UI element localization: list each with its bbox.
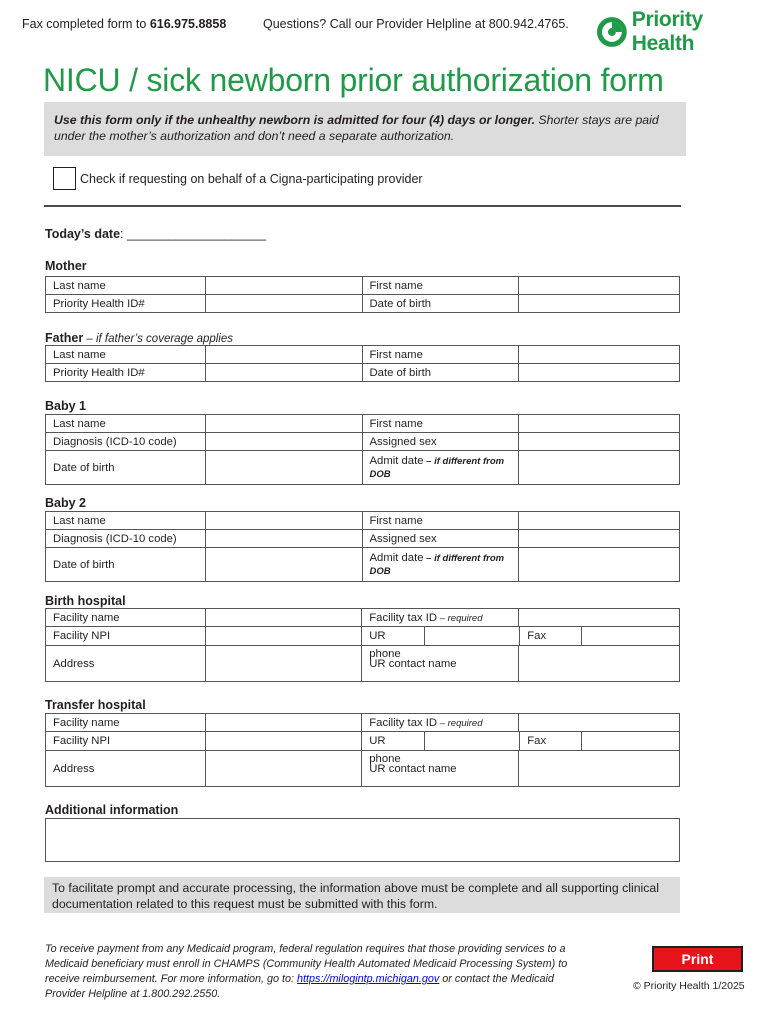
father-heading-text: Father: [45, 331, 84, 345]
birth-hospital-table: [45, 608, 680, 682]
additional-info-textarea[interactable]: [45, 818, 680, 862]
transfer-ur-phone-label: UR phone: [362, 732, 425, 750]
fax-number: 616.975.8858: [149, 17, 227, 31]
baby2-admit-qualifier-2: DOB: [369, 565, 391, 577]
mother-heading: Mother: [45, 259, 87, 273]
baby2-diagnosis-label: Diagnosis (ICD-10 code): [46, 530, 206, 548]
birth-fax-label: Fax: [520, 627, 582, 645]
father-dob-label: Date of birth: [362, 364, 519, 382]
copyright: © Priority Health 1/2025: [633, 980, 745, 992]
footer-tail: or contact the Medicaid Provider Helpline at 1.800.292.2550.: [45, 973, 554, 1000]
logo-mark-icon: [596, 16, 628, 48]
notice-bold: Use this form only if the unhealthy newborn is admitted for four (4) days or longer.: [54, 113, 535, 127]
cigna-checkbox-row[interactable]: [53, 167, 423, 190]
header: [0, 0, 770, 55]
transfer-tax-id-input[interactable]: [519, 714, 680, 732]
father-ph-id-input[interactable]: [205, 364, 362, 382]
transfer-address-input[interactable]: [205, 751, 362, 787]
baby2-diagnosis-input[interactable]: [205, 530, 362, 548]
fax-instruction: [22, 17, 226, 31]
baby1-admit-qualifier-2: DOB: [369, 468, 391, 480]
baby2-dob-input[interactable]: [205, 548, 362, 582]
todays-date-label: Today’s date: [45, 227, 121, 241]
baby1-last-name-label: Last name: [46, 415, 206, 433]
baby1-dob-label: Date of birth: [46, 451, 206, 485]
baby2-sex-label: Assigned sex: [362, 530, 519, 548]
cigna-checkbox[interactable]: [53, 167, 76, 190]
birth-tax-id-text: Facility tax ID: [369, 611, 438, 624]
additional-info-heading: Additional information: [45, 803, 179, 817]
transfer-npi-input[interactable]: [205, 732, 362, 751]
baby2-last-name-label: Last name: [46, 512, 206, 530]
birth-address-input[interactable]: [205, 646, 362, 682]
baby1-admit-label: [362, 451, 519, 485]
baby2-sex-input[interactable]: [519, 530, 680, 548]
transfer-ur-contact-input[interactable]: [519, 751, 680, 787]
processing-note: To facilitate prompt and accurate processing, the information above must be complete and all supporting clinical documentation related to this request must be submitted with this form.: [44, 877, 680, 913]
mother-table: [45, 276, 680, 313]
transfer-address-label: Address: [46, 751, 206, 787]
footer-text: To receive payment from any Medicaid program, federal regulation requires that those providing services to a Medicaid beneficiary must enroll in CHAMPS (Community Health Automated Medicaid Processing System) to receive reimbursement. For more information, go to:: [45, 943, 568, 985]
transfer-tax-id-text: Facility tax ID: [369, 716, 438, 729]
father-first-name-label: First name: [362, 346, 519, 364]
helpline-text: Questions? Call our Provider Helpline at 800.942.4765.: [263, 17, 569, 31]
birth-ur-contact-input[interactable]: [519, 646, 680, 682]
baby1-admit-input[interactable]: [519, 451, 680, 485]
father-table: [45, 345, 680, 382]
mother-last-name-input[interactable]: [205, 277, 362, 295]
birth-ur-contact-label: UR contact name: [362, 646, 519, 682]
transfer-facility-name-label: Facility name: [46, 714, 206, 732]
birth-tax-id-input[interactable]: [519, 609, 680, 627]
print-button[interactable]: Print: [652, 946, 743, 972]
birth-tax-id-label: [362, 609, 519, 627]
birth-facility-name-label: Facility name: [46, 609, 206, 627]
birth-npi-label: Facility NPI: [46, 627, 206, 646]
notice-rest: Shorter stays are paid under the mother’s authorization and don’t need a separate authorization.: [54, 113, 659, 143]
birth-npi-input[interactable]: [205, 627, 362, 646]
medicaid-footer: [45, 942, 585, 1002]
transfer-npi-label: Facility NPI: [46, 732, 206, 751]
mother-first-name-label: First name: [362, 277, 519, 295]
transfer-tax-id-label: [362, 714, 519, 732]
mother-last-name-label: Last name: [46, 277, 206, 295]
mother-dob-input[interactable]: [519, 295, 680, 313]
transfer-ur-phone-input[interactable]: [425, 732, 520, 750]
transfer-facility-name-input[interactable]: [205, 714, 362, 732]
baby2-first-name-input[interactable]: [519, 512, 680, 530]
baby2-admit-input[interactable]: [519, 548, 680, 582]
transfer-phone-fax-cell: [362, 732, 680, 765]
father-dob-input[interactable]: [519, 364, 680, 382]
baby1-dob-input[interactable]: [205, 451, 362, 485]
usage-notice: [44, 102, 686, 156]
champs-link[interactable]: https://milogintp.michigan.gov: [297, 973, 440, 985]
divider: [44, 205, 681, 207]
baby1-sex-label: Assigned sex: [362, 433, 519, 451]
baby1-diagnosis-input[interactable]: [205, 433, 362, 451]
logo-text: Priority Health: [631, 8, 703, 55]
birth-fax-input[interactable]: [582, 627, 679, 645]
father-ph-id-label: Priority Health ID#: [46, 364, 206, 382]
baby2-last-name-input[interactable]: [205, 512, 362, 530]
mother-ph-id-label: Priority Health ID#: [46, 295, 206, 313]
baby2-admit-text: Admit date: [369, 551, 424, 564]
baby1-first-name-label: First name: [362, 415, 519, 433]
baby1-last-name-input[interactable]: [205, 415, 362, 433]
mother-ph-id-input[interactable]: [205, 295, 362, 313]
birth-ur-phone-input[interactable]: [425, 627, 520, 645]
todays-date-field[interactable]: [45, 227, 266, 241]
transfer-fax-input[interactable]: [582, 732, 679, 750]
birth-facility-name-input[interactable]: [205, 609, 362, 627]
baby1-heading: Baby 1: [45, 399, 86, 413]
father-first-name-input[interactable]: [519, 346, 680, 364]
mother-first-name-input[interactable]: [519, 277, 680, 295]
baby2-first-name-label: First name: [362, 512, 519, 530]
baby1-sex-input[interactable]: [519, 433, 680, 451]
baby1-admit-qualifier: – if different from: [423, 455, 505, 467]
father-heading: [45, 331, 233, 345]
father-last-name-input[interactable]: [205, 346, 362, 364]
birth-phone-fax-cell: [362, 627, 680, 660]
father-qualifier: – if father’s coverage applies: [83, 333, 234, 345]
baby1-admit-text: Admit date: [369, 454, 424, 467]
fax-prefix: Fax completed form to: [22, 17, 150, 31]
baby2-admit-label: [362, 548, 519, 582]
transfer-ur-contact-label: UR contact name: [362, 751, 519, 787]
baby2-heading: Baby 2: [45, 496, 86, 510]
transfer-tax-id-required: – required: [437, 717, 483, 729]
cigna-checkbox-label: Check if requesting on behalf of a Cigna-participating provider: [80, 171, 423, 186]
mother-dob-label: Date of birth: [362, 295, 519, 313]
birth-ur-phone-label: UR phone: [362, 627, 425, 645]
birth-tax-id-required: – required: [437, 612, 483, 624]
page-title: NICU / sick newborn prior authorization form: [43, 62, 664, 98]
baby1-first-name-input[interactable]: [519, 415, 680, 433]
baby2-admit-qualifier: – if different from: [423, 552, 505, 564]
birth-address-label: Address: [46, 646, 206, 682]
transfer-hospital-table: [45, 713, 680, 787]
baby1-diagnosis-label: Diagnosis (ICD-10 code): [46, 433, 206, 451]
baby2-dob-label: Date of birth: [46, 548, 206, 582]
priority-health-logo: [596, 8, 770, 56]
transfer-hospital-heading: Transfer hospital: [45, 698, 146, 712]
father-last-name-label: Last name: [46, 346, 206, 364]
transfer-fax-label: Fax: [520, 732, 582, 750]
baby1-table: [45, 414, 680, 485]
baby2-table: [45, 511, 680, 582]
birth-hospital-heading: Birth hospital: [45, 594, 126, 608]
todays-date-blank[interactable]: : ____________________: [120, 227, 267, 241]
